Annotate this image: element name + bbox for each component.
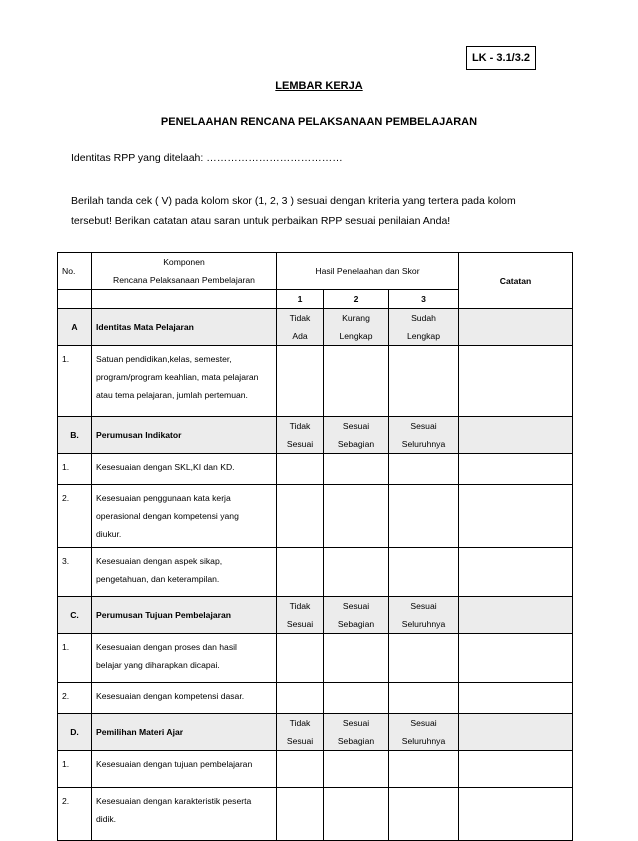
- instruction-line: tersebut! Berikan catatan atau saran untuk perbaikan RPP sesuai penilaian Anda!: [71, 215, 451, 227]
- score-checkbox-cell[interactable]: [389, 788, 459, 841]
- page-subtitle: PENELAAHAN RENCANA PELAKSANAAN PEMBELAJARAN: [160, 116, 478, 128]
- section-title: Perumusan Tujuan Pembelajaran: [92, 597, 277, 634]
- score-checkbox-cell[interactable]: [324, 454, 389, 485]
- scale-label: [277, 597, 324, 634]
- item-criteria-line: Kesesuaian dengan proses dan hasil: [96, 642, 237, 652]
- item-number: 2.: [58, 683, 92, 714]
- scale-label-line: Sesuai: [410, 718, 437, 728]
- section-row: [58, 714, 573, 751]
- catatan-cell[interactable]: [459, 309, 573, 346]
- item-criteria-line: program/program keahlian, mata pelajaran: [96, 372, 259, 382]
- score-checkbox-cell[interactable]: [389, 548, 459, 597]
- scale-label-line: Sebagian: [337, 439, 375, 449]
- score-checkbox-cell[interactable]: [324, 346, 389, 417]
- scale-label-line: Tidak: [289, 718, 311, 728]
- item-criteria-line: Kesesuaian penggunaan kata kerja: [96, 493, 231, 503]
- item-criteria-line: Kesesuaian dengan karakteristik peserta: [96, 796, 252, 806]
- scale-label: [277, 417, 324, 454]
- score-number: 3: [389, 290, 459, 309]
- score-checkbox-cell[interactable]: [389, 454, 459, 485]
- section-code: D.: [58, 714, 92, 751]
- score-checkbox-cell[interactable]: [277, 346, 324, 417]
- header-hasil: Hasil Penelaahan dan Skor: [277, 253, 459, 290]
- item-number: 3.: [58, 548, 92, 597]
- scale-label-line: Ada: [292, 331, 308, 341]
- catatan-cell[interactable]: [459, 417, 573, 454]
- score-checkbox-cell[interactable]: [277, 548, 324, 597]
- section-code: B.: [58, 417, 92, 454]
- catatan-cell[interactable]: [459, 548, 573, 597]
- scale-label-line: Kurang: [342, 313, 370, 323]
- item-criteria-line: operasional dengan kompetensi yang: [96, 511, 239, 521]
- item-number: 2.: [58, 485, 92, 548]
- scale-label-line: Sesuai: [286, 736, 314, 746]
- item-row: [58, 485, 573, 548]
- empty-cell: [92, 290, 277, 309]
- identity-line: Identitas RPP yang ditelaah: …………………………………: [71, 152, 343, 164]
- scale-label: [277, 714, 324, 751]
- item-criteria-line: Kesesuaian dengan kompetensi dasar.: [96, 691, 245, 701]
- catatan-cell[interactable]: [459, 714, 573, 751]
- header-komponen-line: Rencana Pelaksanaan Pembelajaran: [113, 275, 255, 285]
- item-criteria: [92, 751, 277, 788]
- item-criteria: [92, 485, 277, 548]
- score-checkbox-cell[interactable]: [324, 485, 389, 548]
- item-criteria-line: Satuan pendidikan,kelas, semester,: [96, 354, 232, 364]
- score-checkbox-cell[interactable]: [389, 485, 459, 548]
- scale-label: [324, 714, 389, 751]
- item-criteria: [92, 634, 277, 683]
- header-komponen: [92, 253, 277, 290]
- scale-label: [324, 417, 389, 454]
- catatan-cell[interactable]: [459, 634, 573, 683]
- scale-label-line: Tidak: [289, 601, 311, 611]
- section-row: [58, 417, 573, 454]
- item-row: [58, 548, 573, 597]
- item-criteria-line: belajar yang diharapkan dicapai.: [96, 660, 220, 670]
- score-checkbox-cell[interactable]: [389, 634, 459, 683]
- section-row: [58, 597, 573, 634]
- score-checkbox-cell[interactable]: [324, 548, 389, 597]
- catatan-cell[interactable]: [459, 597, 573, 634]
- item-criteria-line: Kesesuaian dengan SKL,KI dan KD.: [96, 462, 235, 472]
- score-checkbox-cell[interactable]: [324, 634, 389, 683]
- scale-label-line: Sesuai: [410, 421, 437, 431]
- item-row: [58, 346, 573, 417]
- table-header-row: [58, 253, 573, 290]
- item-row: [58, 454, 573, 485]
- scale-label-line: Seluruhnya: [401, 439, 446, 449]
- score-checkbox-cell[interactable]: [324, 751, 389, 788]
- section-row: [58, 309, 573, 346]
- item-row: [58, 751, 573, 788]
- empty-cell: [58, 290, 92, 309]
- item-criteria: [92, 683, 277, 714]
- item-row: [58, 788, 573, 841]
- scale-label-line: Seluruhnya: [401, 736, 446, 746]
- scale-label: [324, 309, 389, 346]
- catatan-cell[interactable]: [459, 788, 573, 841]
- document-code-box: [466, 46, 536, 70]
- score-number: 1: [277, 290, 324, 309]
- item-number: 1.: [58, 454, 92, 485]
- review-table: [57, 252, 573, 841]
- score-checkbox-cell[interactable]: [389, 683, 459, 714]
- scale-label-line: Sebagian: [337, 619, 375, 629]
- scale-label-line: Sesuai: [342, 601, 370, 611]
- score-checkbox-cell[interactable]: [277, 683, 324, 714]
- instructions: [71, 191, 541, 231]
- item-number: 2.: [58, 788, 92, 841]
- item-number: 1.: [58, 751, 92, 788]
- score-checkbox-cell[interactable]: [324, 683, 389, 714]
- section-code: C.: [58, 597, 92, 634]
- scale-label: [389, 597, 459, 634]
- catatan-cell[interactable]: [459, 485, 573, 548]
- item-criteria: [92, 346, 277, 417]
- score-checkbox-cell[interactable]: [277, 454, 324, 485]
- section-title: Pemilihan Materi Ajar: [92, 714, 277, 751]
- score-checkbox-cell[interactable]: [389, 346, 459, 417]
- item-number: 1.: [58, 346, 92, 417]
- scale-label-line: Sesuai: [410, 601, 437, 611]
- scale-label: [277, 309, 324, 346]
- header-catatan: Catatan: [459, 253, 573, 309]
- scale-label-line: Tidak: [289, 313, 311, 323]
- score-checkbox-cell[interactable]: [277, 788, 324, 841]
- item-criteria: [92, 454, 277, 485]
- item-criteria-line: Kesesuaian dengan aspek sikap,: [96, 556, 223, 566]
- score-checkbox-cell[interactable]: [277, 485, 324, 548]
- header-no: No.: [58, 253, 92, 290]
- section-title: Perumusan Indikator: [92, 417, 277, 454]
- catatan-cell[interactable]: [459, 683, 573, 714]
- catatan-cell[interactable]: [459, 346, 573, 417]
- scale-label-line: Sesuai: [286, 619, 314, 629]
- scale-label-line: Lengkap: [339, 331, 373, 341]
- section-title: Identitas Mata Pelajaran: [92, 309, 277, 346]
- instruction-line: Berilah tanda cek ( V) pada kolom skor (1, 2, 3 ) sesuai dengan kriteria yang tertera pada kolom: [71, 195, 516, 207]
- section-code: A: [58, 309, 92, 346]
- scale-label: [389, 417, 459, 454]
- catatan-cell[interactable]: [459, 751, 573, 788]
- item-criteria-line: Kesesuaian dengan tujuan pembelajaran: [96, 759, 253, 769]
- score-number: 2: [324, 290, 389, 309]
- item-number: 1.: [58, 634, 92, 683]
- item-criteria-line: atau tema pelajaran, jumlah pertemuan.: [96, 390, 248, 400]
- scale-label: [389, 714, 459, 751]
- score-checkbox-cell[interactable]: [277, 634, 324, 683]
- score-checkbox-cell[interactable]: [324, 788, 389, 841]
- item-criteria: [92, 548, 277, 597]
- scale-label-line: Tidak: [289, 421, 311, 431]
- scale-label-line: Sebagian: [337, 736, 375, 746]
- score-checkbox-cell[interactable]: [277, 751, 324, 788]
- item-row: [58, 683, 573, 714]
- item-criteria-line: diukur.: [96, 529, 122, 539]
- item-criteria: [92, 788, 277, 841]
- scale-label: [324, 597, 389, 634]
- scale-label-line: Sesuai: [286, 439, 314, 449]
- scale-label-line: Sudah: [411, 313, 436, 323]
- item-criteria-line: didik.: [96, 814, 117, 824]
- scale-label-line: Sesuai: [342, 718, 370, 728]
- page-title: LEMBAR KERJA: [275, 80, 363, 92]
- item-row: [58, 634, 573, 683]
- scale-label: [389, 309, 459, 346]
- score-checkbox-cell[interactable]: [389, 751, 459, 788]
- scale-label-line: Seluruhnya: [401, 619, 446, 629]
- scale-label-line: Sesuai: [342, 421, 370, 431]
- header-komponen-line: Komponen: [163, 257, 205, 267]
- item-criteria-line: pengetahuan, dan keterampilan.: [96, 574, 220, 584]
- scale-label-line: Lengkap: [407, 331, 440, 341]
- document-code: LK - 3.1/3.2: [471, 52, 531, 64]
- catatan-cell[interactable]: [459, 454, 573, 485]
